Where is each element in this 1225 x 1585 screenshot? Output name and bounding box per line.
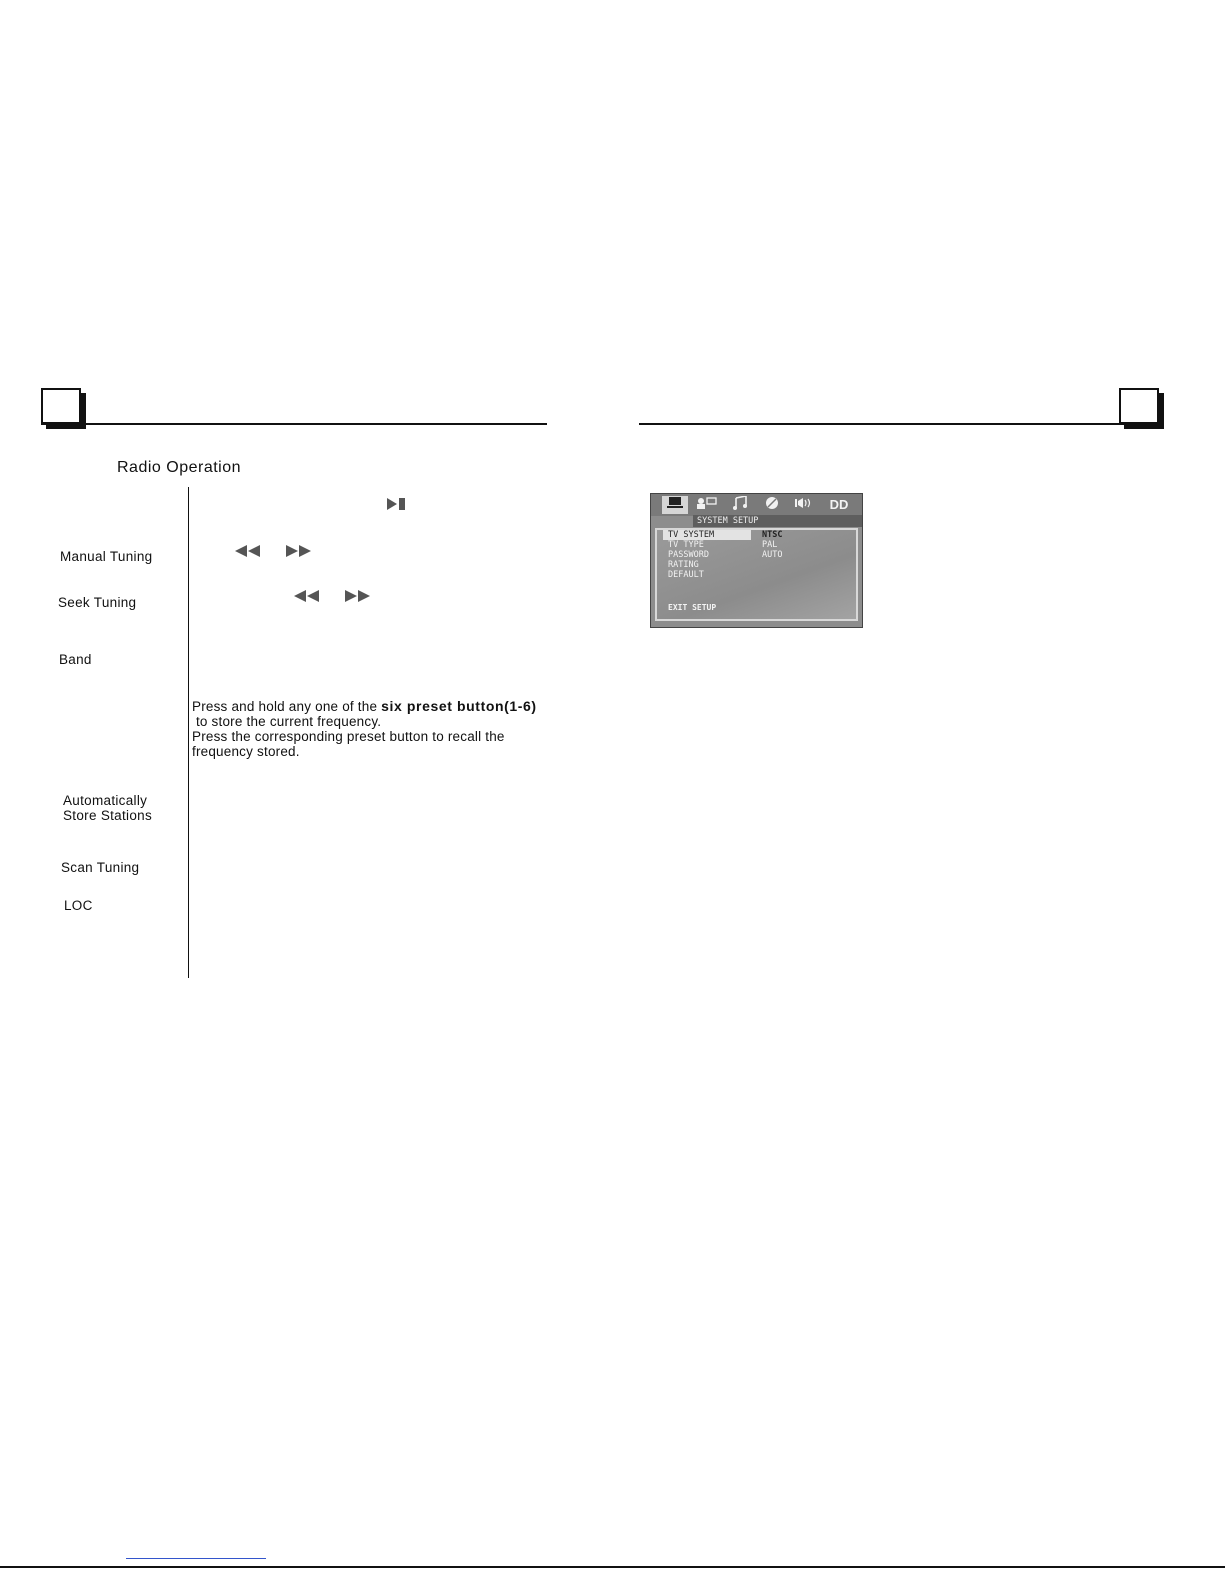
rewind-icon (235, 544, 261, 562)
osd-title: SYSTEM SETUP (693, 515, 862, 527)
osd-menu-panel (655, 528, 858, 621)
label-auto-store (63, 793, 152, 823)
osd-item-tv-type[interactable]: TV TYPE (668, 540, 704, 550)
osd-value-pal[interactable]: PAL (762, 540, 778, 550)
label-manual-tuning: Manual Tuning (60, 549, 153, 564)
language-icon[interactable] (694, 496, 720, 514)
label-auto-store-line1: Automatically (63, 793, 148, 808)
preset-line-1-text: Press and hold any one of the (192, 699, 382, 714)
page-number-box-left (41, 388, 81, 424)
label-loc: LOC (64, 898, 93, 913)
osd-item-rating[interactable]: RATING (668, 560, 699, 570)
header-rule-right (639, 423, 1155, 425)
preset-instructions (192, 699, 562, 759)
osd-item-default[interactable]: DEFAULT (668, 570, 704, 580)
osd-value-auto[interactable]: AUTO (762, 550, 783, 560)
osd-item-tv-system[interactable]: TV SYSTEM (663, 530, 751, 540)
footer-rule (0, 1566, 1225, 1568)
preset-line-2: to store the current frequency. (192, 714, 382, 729)
play-pause-icon (387, 497, 409, 515)
section-title: Radio Operation (117, 459, 242, 476)
label-scan-tuning: Scan Tuning (61, 860, 140, 875)
preset-line-1-bold: six preset button(1-6) (381, 698, 537, 714)
video-icon[interactable] (759, 496, 785, 514)
dolby-digital-tab[interactable]: DD (829, 497, 849, 512)
osd-setup-screen (650, 493, 863, 628)
osd-value-ntsc[interactable]: NTSC (762, 530, 783, 540)
preset-line-3: Press the corresponding preset button to recall the (192, 729, 505, 744)
footer-link-underline (126, 1558, 266, 1559)
audio-icon[interactable] (727, 496, 753, 514)
speaker-icon[interactable] (791, 496, 817, 514)
fast-forward-icon (345, 589, 371, 607)
label-seek-tuning: Seek Tuning (58, 595, 137, 610)
label-band: Band (59, 652, 92, 667)
preset-line-1 (192, 699, 562, 714)
osd-tab-bar (651, 494, 862, 516)
label-auto-store-line2: Store Stations (63, 808, 152, 823)
header-rule-left (41, 423, 547, 425)
fast-forward-icon (286, 544, 312, 562)
system-icon[interactable] (662, 496, 688, 514)
osd-item-password[interactable]: PASSWORD (668, 550, 709, 560)
rewind-icon (294, 589, 320, 607)
page-number-box-right (1119, 388, 1159, 424)
column-divider (188, 487, 189, 978)
preset-line-4: frequency stored. (192, 744, 300, 759)
osd-exit-setup[interactable]: EXIT SETUP (668, 603, 717, 612)
